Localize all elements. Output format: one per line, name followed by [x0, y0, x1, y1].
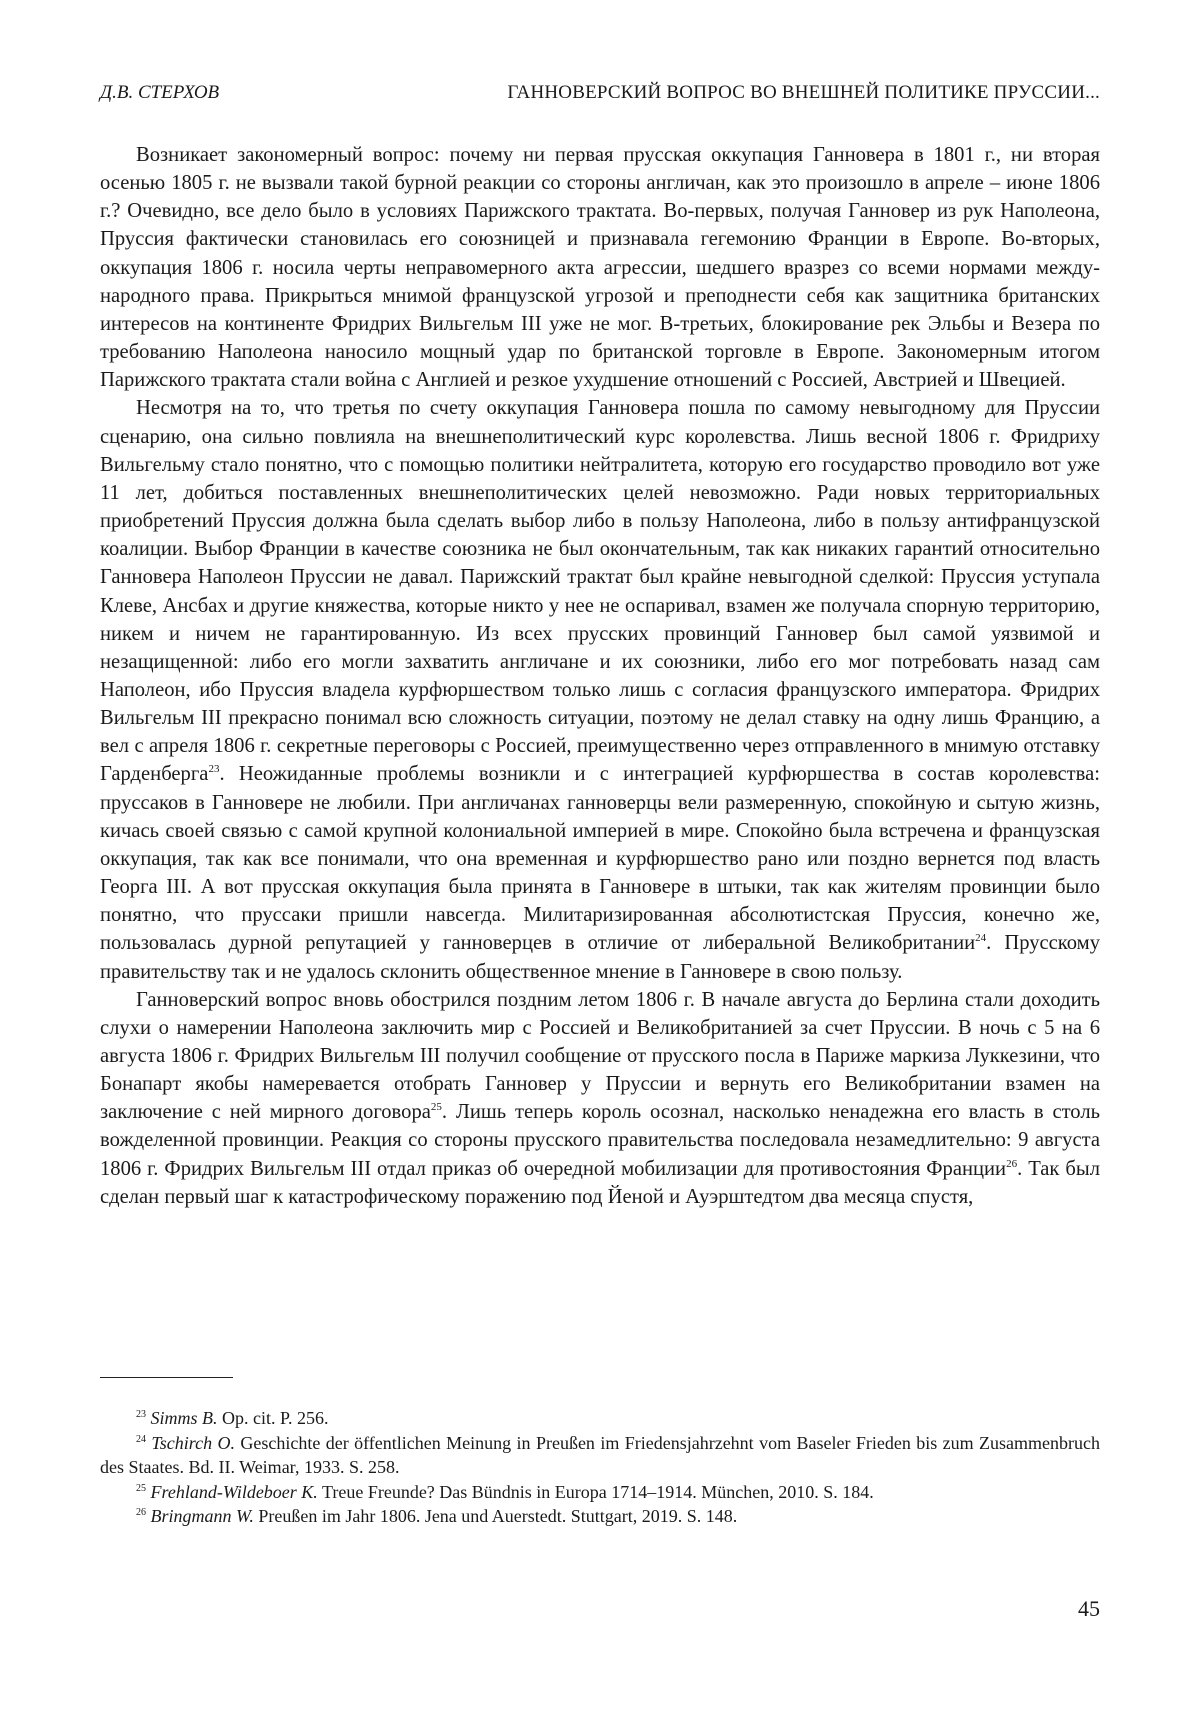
- footnote-text: Op. cit. P. 256.: [217, 1408, 329, 1428]
- paragraph-2-part-1: Несмотря на то, что третья по счету оккупация Ганновера пошла по самому невыгодному для Пруссии сценарию, она сильно повлияла на внешнеполитический курс королевства. Лишь весной 1806 г. Фридриху Вильгельму стало понятно, что с помощью политики нейтралитета, которую его государство проводило вот уже 11 лет, добиться поставленных внешнеполитических целей невозможно. Ради новых территориальных приобретений Пруссия должна была сделать выбор либо в пользу Наполеона, либо в пользу антифранцузской коалиции. Выбор Франции в качестве союзника не был окончательным, так как никаких гарантий относительно Ганновера Наполеон Пруссии не давал. Парижский трактат был крайне невыгодной сделкой: Пруссия уступала Клеве, Ансбах и другие княжества, которые никто у нее не оспаривал, взамен же получала спорную территорию, никем и ничем не гарантированную. Из всех прусских провинций Ганновер был самой уязвимой и незащищенной: либо его могли захватить англичане и их союзники, либо его мог потребовать назад сам Наполеон, ибо Пруссия владела курфюршеством только лишь с согласия французского императора. Фридрих Вильгельм III прекрасно понимал всю сложность ситуации, поэтому не делал ставку на одну лишь Францию, а вел с апреля 1806 г. секретные переговоры с Россией, преимущественно через отправленного в мнимую отставку Гарденберга: [100, 397, 1100, 786]
- footnote-author: Frehland-Wildeboer K.: [150, 1481, 318, 1502]
- header-author: Д.В. СТЕРХОВ: [100, 82, 220, 103]
- footnote-26: [100, 1504, 1100, 1529]
- footnote-ref-26[interactable]: 26: [1006, 1157, 1018, 1170]
- paragraph-2-part-3: . Прусскому правительству так и не удалось склонить общественное мнение в Ганновере в свою пользу.: [100, 932, 1100, 983]
- footnote-number: 25: [136, 1482, 146, 1494]
- paragraph-3: [100, 986, 1100, 1211]
- header-title: ГАННОВЕРСКИЙ ВОПРОС ВО ВНЕШНЕЙ ПОЛИТИКЕ ПРУССИИ...: [507, 82, 1100, 103]
- footnote-author: Tschirch O.: [151, 1432, 235, 1453]
- footnote-number: 23: [136, 1409, 146, 1420]
- paragraph-3-part-1: Ганноверский вопрос вновь обострился поздним летом 1806 г. В начале августа до Берлина стали доходить слухи о намерении Наполеона заключить мир с Россией и Великобританией за счет Пруссии. В ночь с 5 на 6 августа 1806 г. Фридрих Вильгельм III получил сообщение от прусского посла в Париже маркиза Луккезини, что Бонапарт якобы намеревается отобрать Ганновер у Пруссии и вернуть его Великобритании взамен на заключение с ней мирного договора: [100, 988, 1100, 1124]
- page-number: 45: [1078, 1596, 1100, 1621]
- footnote-ref-23[interactable]: 23: [208, 763, 220, 776]
- footnote-text: Treue Freunde? Das Bündnis in Europa 1714–1914. München, 2010. S. 184.: [317, 1481, 874, 1502]
- body-text: [100, 141, 1100, 1211]
- footnote-text: Geschichte der öffentlichen Meinung in Preußen im Friedensjahrzehnt vom Baseler Frieden bis zum Zusammenbruch des Staates. Bd. II. Weimar, 1933. S. 258.: [100, 1432, 1100, 1477]
- paragraph-1: Возникает закономерный вопрос: почему ни первая прусская оккупация Ганновера в 1801 г., ни вторая осенью 1805 г. не вызвали такой бурной реакции со стороны англичан, как это произошло в апреле – июне 1806 г.? Очевидно, все дело было в условиях Парижского трактата. Во-первых, получая Ганновер из рук Наполеона, Пруссия фактически становилась его союзницей и признавала гегемонию Франции в Европе. Во-вторых, оккупация 1806 г. носила черты неправомерного акта агрессии, шедшего вразрез со всеми нормами международного права. Прикрыться мнимой французской угрозой и преподнести себя как защитника британских интересов на континенте Фридрих Вильгельм III уже не мог. В-третьих, блокирование рек Эльбы и Везера по требованию Наполеона наносило мощный удар по британской торговле в Европе. Закономерным итогом Парижского трактата стали война с Англией и резкое ухудшение отношений с Россией, Австрией и Швецией.: [100, 144, 1100, 392]
- footnote-25: [100, 1480, 1100, 1505]
- footnote-ref-25[interactable]: 25: [430, 1101, 442, 1114]
- footnote-number: 24: [136, 1433, 146, 1445]
- paragraph-2: [100, 394, 1100, 985]
- footnote-text: Preußen im Jahr 1806. Jena und Auerstedt. Stuttgart, 2019. S. 148.: [253, 1506, 738, 1526]
- footnotes: [100, 1406, 1100, 1529]
- footnote-ref-24[interactable]: 24: [975, 932, 987, 945]
- paragraph-3-part-3: . Так был сделан первый шаг к катастрофическому поражению под Йеной и Ауэрштедтом два месяца спустя,: [100, 1157, 1101, 1208]
- footnote-separator: [100, 1377, 233, 1378]
- footnote-number: 26: [136, 1507, 146, 1518]
- footnote-23: [100, 1406, 1100, 1431]
- paragraph-2-part-2: . Неожиданные проблемы возникли и с интеграцией курфюршества в состав королевства: пруссаков в Ганновере не любили. При англичанах ганноверцы вели размеренную, спокойную и сытую жизнь, кичась своей связью с самой крупной колониальной империей в мире. Спокойно была встречена и французская оккупация, так как все понимали, что она временная и курфюршество рано или поздно вернется под власть Георга III. А вот прусская оккупация была принята в Ганновере в штыки, так как жителям провинции было понятно, что пруссаки пришли навсегда. Милитаризированная абсолютистская Пруссия, конечно же, пользовалась дурной репутацией у ганноверцев в отличие от либеральной Великобритании: [100, 763, 1100, 955]
- running-head: [100, 78, 1100, 108]
- footnote-24: [100, 1431, 1100, 1480]
- footnote-author: Bringmann W.: [150, 1506, 254, 1526]
- footnote-author: Simms B.: [150, 1408, 218, 1428]
- paragraph-3-part-2: . Лишь теперь король осознал, насколько ненадежна его власть в столь вожделенной провинции. Реакция со стороны прусского правительства последовала незамедлительно: 9 августа 1806 г. Фридрих Вильгельм III отдал приказ об очередной мобилизации для противостояния Франции: [100, 1101, 1101, 1180]
